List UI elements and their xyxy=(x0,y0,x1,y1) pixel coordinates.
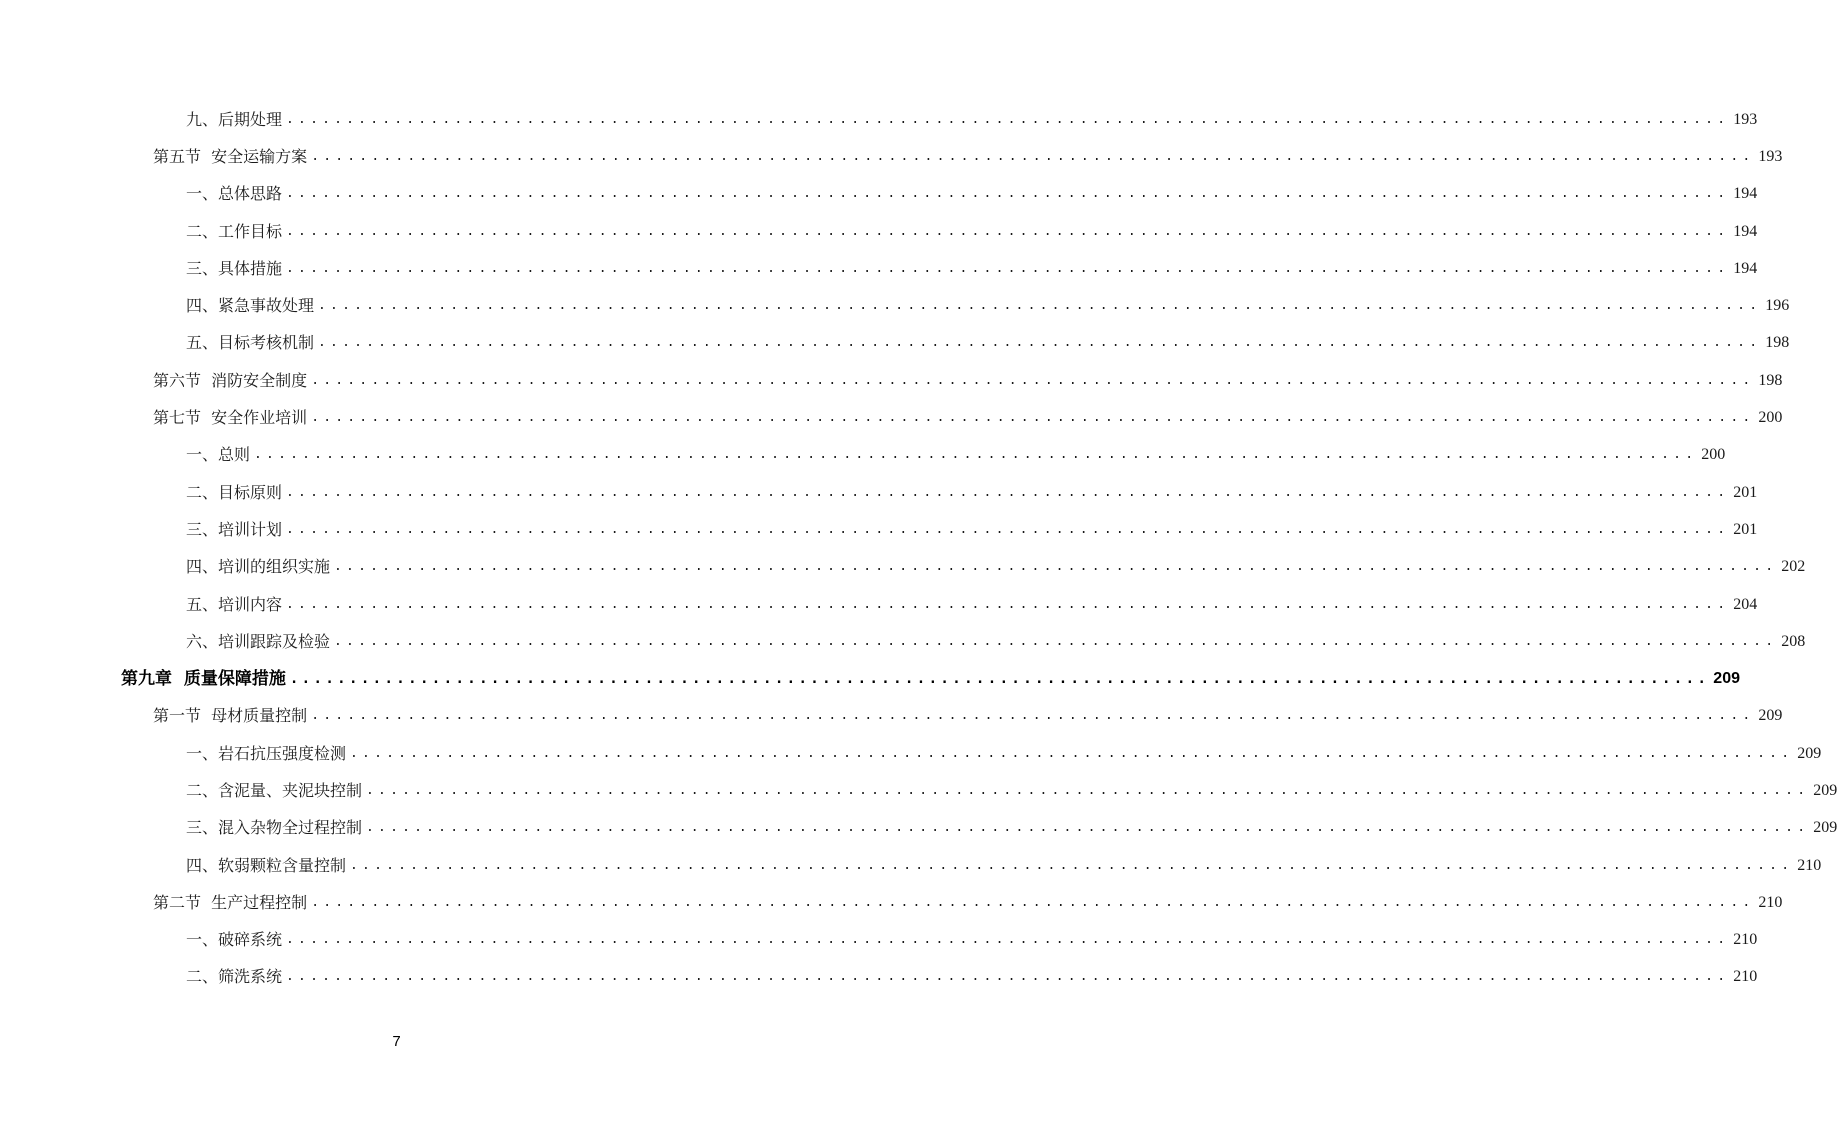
toc-entry-page: 200 xyxy=(1701,446,1726,464)
toc-subsection-entry[interactable] xyxy=(0,250,1758,287)
toc-entry-page: 193 xyxy=(1758,147,1783,165)
toc-dot-leader: ........................................................................................................................ xyxy=(366,820,1810,836)
toc-entry-title: 第一节 母材质量控制 xyxy=(153,706,308,726)
toc-subsection-entry[interactable] xyxy=(0,325,1790,362)
toc-dot-leader: ........................................................................................................................ xyxy=(334,559,1778,575)
toc-dot-leader: ........................................................................................................................ xyxy=(286,260,1730,276)
toc-entry-title: 三、混入杂物全过程控制 xyxy=(186,818,363,838)
toc-dot-leader: ........................................................................................................................ xyxy=(366,782,1810,798)
toc-entry-page: 209 xyxy=(1797,744,1822,762)
toc-dot-leader: ........................................................................................................................ xyxy=(311,372,1755,388)
toc-entry-page: 194 xyxy=(1733,222,1758,240)
toc-entry-title: 一、破碎系统 xyxy=(186,930,283,950)
toc-entry-title: 二、目标原则 xyxy=(186,482,283,502)
toc-entry-page: 202 xyxy=(1781,558,1806,576)
toc-dot-leader: ........................................................................................................................ xyxy=(350,745,1794,761)
table-of-contents xyxy=(0,101,1837,996)
toc-subsection-entry[interactable] xyxy=(0,474,1758,511)
toc-subsection-entry[interactable] xyxy=(0,437,1726,474)
toc-subsection-entry[interactable] xyxy=(0,922,1758,959)
toc-entry-page: 204 xyxy=(1733,595,1758,613)
toc-entry-page: 210 xyxy=(1733,931,1758,949)
toc-dot-leader: ........................................................................................................................ xyxy=(318,298,1762,314)
toc-dot-leader: ........................................................................................................................ xyxy=(286,596,1730,612)
toc-entry-title: 第九章 质量保障措施 xyxy=(121,669,286,690)
toc-subsection-entry[interactable] xyxy=(0,101,1758,138)
toc-entry-title: 二、含泥量、夹泥块控制 xyxy=(186,780,363,800)
toc-subsection-entry[interactable] xyxy=(0,549,1806,586)
toc-dot-leader: ........................................................................................................................ xyxy=(311,894,1755,910)
toc-subsection-entry[interactable] xyxy=(0,287,1790,324)
toc-subsection-entry[interactable] xyxy=(0,735,1822,772)
toc-dot-leader: ........................................................................................................................ xyxy=(334,633,1778,649)
toc-entry-page: 200 xyxy=(1758,409,1783,427)
toc-entry-page: 209 xyxy=(1713,670,1740,688)
toc-section-entry[interactable] xyxy=(0,138,1783,175)
toc-entry-page: 209 xyxy=(1813,781,1837,799)
toc-entry-page: 194 xyxy=(1733,259,1758,277)
toc-dot-leader: ........................................................................................................................ xyxy=(254,447,1698,463)
toc-entry-page: 209 xyxy=(1758,707,1783,725)
toc-subsection-entry[interactable] xyxy=(0,772,1837,809)
toc-entry-title: 三、培训计划 xyxy=(186,519,283,539)
toc-dot-leader: ........................................................................................................................ xyxy=(350,857,1794,873)
toc-subsection-entry[interactable] xyxy=(0,586,1758,623)
toc-section-entry[interactable] xyxy=(0,399,1783,436)
toc-dot-leader: ........................................................................................................................ xyxy=(311,410,1755,426)
toc-dot-leader: ........................................................................................................................ xyxy=(318,335,1762,351)
toc-dot-leader: ........................................................................................................................ xyxy=(286,521,1730,537)
toc-entry-page: 196 xyxy=(1765,297,1790,315)
toc-entry-title: 四、培训的组织实施 xyxy=(186,557,331,577)
toc-subsection-entry[interactable] xyxy=(0,623,1806,660)
toc-section-entry[interactable] xyxy=(0,884,1783,921)
toc-entry-title: 五、培训内容 xyxy=(186,594,283,614)
toc-entry-title: 四、软弱颗粒含量控制 xyxy=(186,855,347,875)
toc-entry-page: 194 xyxy=(1733,185,1758,203)
toc-dot-leader: ........................................................................................................................ xyxy=(286,111,1730,127)
toc-dot-leader: ........................................................................................................................ xyxy=(286,223,1730,239)
toc-subsection-entry[interactable] xyxy=(0,176,1758,213)
toc-dot-leader: ........................................................................................................................ xyxy=(286,932,1730,948)
toc-entry-title: 五、目标考核机制 xyxy=(186,333,315,353)
toc-entry-title: 九、后期处理 xyxy=(186,109,283,129)
toc-subsection-entry[interactable] xyxy=(0,810,1837,847)
toc-entry-page: 198 xyxy=(1758,371,1783,389)
toc-entry-page: 210 xyxy=(1758,893,1783,911)
toc-entry-title: 第六节 消防安全制度 xyxy=(153,370,308,390)
toc-entry-title: 三、具体措施 xyxy=(186,258,283,278)
toc-entry-title: 一、岩石抗压强度检测 xyxy=(186,743,347,763)
toc-entry-page: 210 xyxy=(1797,856,1822,874)
toc-entry-title: 第七节 安全作业培训 xyxy=(153,408,308,428)
toc-subsection-entry[interactable] xyxy=(0,959,1758,996)
toc-subsection-entry[interactable] xyxy=(0,847,1822,884)
toc-subsection-entry[interactable] xyxy=(0,511,1758,548)
toc-entry-title: 第五节 安全运输方案 xyxy=(153,146,308,166)
toc-entry-page: 209 xyxy=(1813,819,1837,837)
toc-dot-leader: ........................................................................................................................ xyxy=(311,708,1755,724)
toc-entry-page: 201 xyxy=(1733,483,1758,501)
toc-dot-leader: ........................................................................................................................ xyxy=(286,969,1730,985)
toc-section-entry[interactable] xyxy=(0,698,1783,735)
toc-chapter-entry[interactable] xyxy=(0,660,1740,697)
toc-entry-title: 六、培训跟踪及检验 xyxy=(186,631,331,651)
toc-entry-title: 一、总则 xyxy=(186,445,251,465)
toc-dot-leader: ........................................................................................................................ xyxy=(286,484,1730,500)
toc-entry-page: 210 xyxy=(1733,968,1758,986)
toc-subsection-entry[interactable] xyxy=(0,213,1758,250)
toc-dot-leader: ........................................................................................................................ xyxy=(311,148,1755,164)
toc-entry-page: 208 xyxy=(1781,632,1806,650)
toc-entry-title: 二、工作目标 xyxy=(186,221,283,241)
page-number: 7 xyxy=(392,1033,401,1050)
toc-entry-title: 第二节 生产过程控制 xyxy=(153,892,308,912)
toc-entry-page: 193 xyxy=(1733,110,1758,128)
toc-dot-leader: ........................................................................................................................ xyxy=(289,671,1710,688)
toc-dot-leader: ........................................................................................................................ xyxy=(286,186,1730,202)
toc-entry-title: 一、总体思路 xyxy=(186,184,283,204)
toc-entry-page: 201 xyxy=(1733,520,1758,538)
toc-entry-title: 四、紧急事故处理 xyxy=(186,296,315,316)
toc-entry-title: 二、筛洗系统 xyxy=(186,967,283,987)
toc-entry-page: 198 xyxy=(1765,334,1790,352)
toc-section-entry[interactable] xyxy=(0,362,1783,399)
